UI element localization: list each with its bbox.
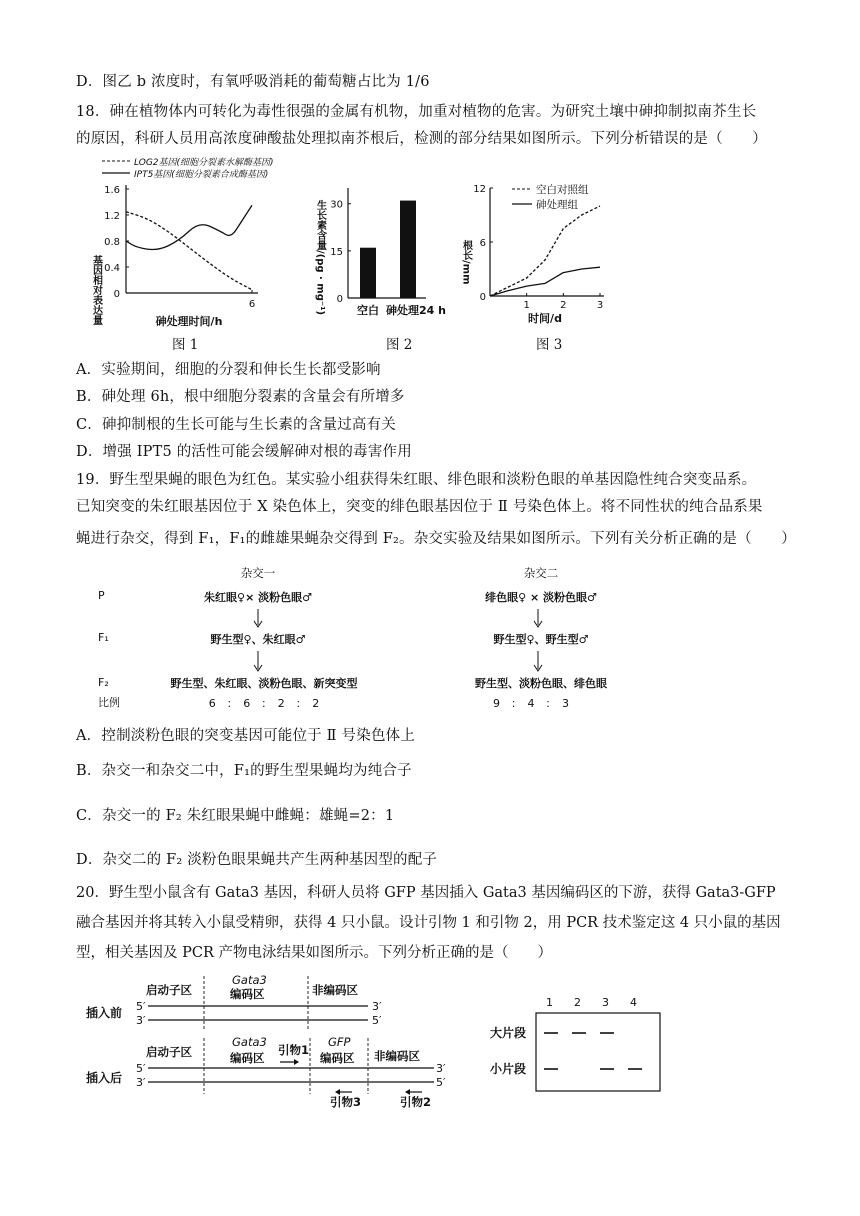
- after-5prime-top: 5′: [136, 1062, 146, 1075]
- gene-diagram-svg: [84, 972, 464, 1112]
- fig2-ytick-label: 15: [330, 246, 343, 258]
- after-gata3: Gata3: [232, 1035, 267, 1049]
- fig3-xtick-label: 3: [596, 300, 604, 311]
- fig2-ytick-label: 0: [336, 294, 343, 305]
- cross2-ratio: 9 ： 4 ： 3: [493, 697, 569, 710]
- row-label-ratio: 比例: [98, 696, 120, 709]
- before-coding: 编码区: [230, 987, 265, 1001]
- row-label-f1: F₁: [98, 631, 109, 644]
- q20-stem: 20．野生型小鼠含有 Gata3 基因，科研人员将 GFP 基因插入 Gata3 基因编码区的下游，获得 Gata3-GFP 融合基因并将其转入小鼠受精卵，获得 4 只小鼠。设计引物 1 和引物 2，用 PCR 技术鉴定这 4 只小鼠的基因型，相关基因及 PCR 产物电泳结果如图所示。下列分析正确的是（ ）: [76, 885, 781, 961]
- q18-option-b: B．砷处理 6h，根中细胞分裂素的含量会有所增多: [76, 389, 405, 405]
- gene-diagram: [84, 972, 464, 1112]
- before-promoter: 启动子区: [146, 983, 192, 997]
- cross-diagram: [96, 565, 656, 715]
- fig2-category-label: 空白: [357, 304, 379, 317]
- fig3-legend-arsenic: 砷处理组: [536, 199, 578, 211]
- q19-option-b: B．杂交一和杂交二中，F₁的野生型果蝇均为纯合子: [76, 763, 412, 779]
- gel-bands: [544, 1033, 642, 1069]
- gel-lane-4: 4: [630, 996, 637, 1009]
- q18-option-d: D．增强 IPT5 的活性可能会缓解砷对根的毒害作用: [76, 444, 412, 460]
- cross2-p: 绯色眼♀ × 淡粉色眼♂: [485, 591, 597, 604]
- fig3-legend-control: 空白对照组: [536, 184, 589, 196]
- cross1-f2: 野生型、朱红眼、淡粉色眼、新突变型: [170, 677, 358, 690]
- cross-diagram-svg: [96, 565, 656, 715]
- primer1-label: 引物1: [278, 1043, 310, 1057]
- primer3-label: 引物3: [330, 1095, 362, 1109]
- gel-lane-3: 3: [602, 996, 609, 1009]
- fig2-category-label: 砷处理24 h: [386, 304, 446, 317]
- fig1-legend-log2: LOG2基因(细胞分裂素水解酶基因): [134, 158, 274, 168]
- gel-figure: [488, 995, 668, 1095]
- cross2-title: 杂交二: [523, 566, 559, 580]
- fig3-ylabel: 根长/mm: [460, 240, 472, 285]
- fig2-caption: 图 2: [386, 337, 413, 353]
- figure-1: [84, 155, 274, 330]
- cross1-title: 杂交一: [240, 566, 276, 580]
- label-before: 插入前: [86, 1006, 123, 1020]
- before-3prime-bottom: 3′: [136, 1014, 146, 1027]
- fig1-ytick-label: 0.8: [104, 237, 120, 248]
- q17-option-d: D．图乙 b 浓度时，有氧呼吸消耗的葡萄糖占比为 1/6: [76, 74, 430, 90]
- after-3prime-top: 3′: [436, 1062, 446, 1075]
- cross1-ratio: 6 ： 6 ： 2 ： 2: [208, 697, 320, 710]
- q18-stem-line1: 18．砷在植物体内可转化为毒性很强的金属有机物，加重对植物的危害。为研究土壤中砷抑制拟南芥生长: [76, 104, 757, 120]
- after-3prime-bottom: 3′: [136, 1076, 146, 1089]
- fig1-xtick-label: 6: [248, 299, 256, 310]
- cross2-f2: 野生型、淡粉色眼、绯色眼: [475, 677, 607, 690]
- row-label-p: P: [98, 589, 105, 602]
- q19-stem-line2: 已知突变的朱红眼基因位于 X 染色体上，突变的绯色眼基因位于 Ⅱ 号染色体上。将不同性状的纯合品系果: [76, 499, 763, 515]
- gel-lane-2: 2: [574, 996, 581, 1009]
- figure-2-chart: [314, 180, 464, 330]
- q19-option-a: A．控制淡粉色眼的突变基因可能位于 Ⅱ 号染色体上: [76, 728, 416, 744]
- fig1-series-ipt5: [126, 212, 252, 290]
- after-gfp: GFP: [328, 1035, 351, 1049]
- q19-option-d: D．杂交二的 F₂ 淡粉色眼果蝇共产生两种基因型的配子: [76, 852, 438, 868]
- gel-frame: [536, 1013, 660, 1091]
- fig3-ytick-label: 0: [479, 292, 486, 303]
- figure-2: [314, 180, 464, 330]
- gel-large-label: 大片段: [490, 1026, 527, 1040]
- cross1-p: 朱红眼♀× 淡粉色眼♂: [204, 591, 312, 604]
- gel-small-label: 小片段: [490, 1062, 527, 1076]
- after-gfp-coding: 编码区: [320, 1051, 355, 1065]
- fig1-legend-ipt5: IPT5基因(细胞分裂素合成酶基因): [134, 170, 269, 180]
- fig3-xtick-label: 1: [523, 300, 530, 311]
- fig2-ylabel: 生长素含量/(pg · mg⁻¹): [314, 200, 326, 316]
- label-after: 插入后: [86, 1071, 123, 1085]
- cross2-f1: 野生型♀、野生型♂: [493, 633, 589, 646]
- figure-3-chart: [460, 180, 620, 330]
- q19-stem-line3: 蝇进行杂交，得到 F₁，F₁的雌雄果蝇杂交得到 F₂。杂交实验及结果如图所示。下列有关分析正确的是（ ）: [76, 531, 796, 547]
- fig1-xlabel: 砷处理时间/h: [155, 315, 223, 328]
- fig3-xlabel: 时间/d: [528, 312, 562, 325]
- before-5prime-bottom: 5′: [372, 1014, 382, 1027]
- before-noncoding: 非编码区: [312, 983, 358, 997]
- cross1-f1: 野生型♀、朱红眼♂: [210, 633, 306, 646]
- primer2-label: 引物2: [400, 1095, 432, 1109]
- row-label-f2: F₂: [98, 676, 109, 689]
- q18-option-a: A．实验期间，细胞的分裂和伸长生长都受影响: [76, 362, 381, 378]
- fig1-series-log2: [126, 205, 252, 249]
- fig2-ytick-label: 30: [330, 199, 343, 211]
- fig1-ylabel: 基因相对表达量: [90, 255, 102, 325]
- fig3-caption: 图 3: [536, 337, 563, 353]
- after-promoter: 启动子区: [146, 1045, 192, 1059]
- after-coding: 编码区: [230, 1051, 265, 1065]
- fig1-ytick-label: 0: [113, 289, 120, 300]
- q18-option-c: C．砷抑制根的生长可能与生长素的含量过高有关: [76, 417, 396, 433]
- figure-3: [460, 180, 620, 330]
- before-3prime-top: 3′: [372, 1000, 382, 1013]
- q18-stem-line2: 的原因，科研人员用高浓度砷酸盐处理拟南芥根后，检测的部分结果如图所示。下列分析错误的是（ ）: [76, 131, 767, 147]
- gel-svg: [488, 995, 668, 1095]
- fig2-plot-area: [330, 188, 446, 317]
- before-5prime-top: 5′: [136, 1000, 146, 1013]
- after-noncoding: 非编码区: [374, 1049, 420, 1063]
- fig2-bar-2: [400, 201, 416, 298]
- q19-option-c: C．杂交一的 F₂ 朱红眼果蝇中雌蝇：雄蝇=2：1: [76, 808, 395, 824]
- before-gata3: Gata3: [232, 973, 267, 987]
- q19-stem-line1: 19．野生型果蝇的眼色为红色。某实验小组获得朱红眼、绯色眼和淡粉色眼的单基因隐性纯合突变品系。: [76, 472, 757, 488]
- fig1-caption: 图 1: [172, 337, 199, 353]
- fig3-ytick-label: 6: [479, 238, 486, 249]
- fig1-ytick-label: 0.4: [104, 263, 120, 274]
- fig3-ytick-label: 12: [473, 184, 486, 195]
- gel-lane-1: 1: [546, 996, 553, 1009]
- figure-1-chart: [84, 155, 274, 330]
- fig1-ytick-label: 1.6: [104, 185, 120, 196]
- primer1-arrowhead: [294, 1059, 299, 1065]
- after-5prime-bottom: 5′: [436, 1076, 446, 1089]
- fig3-series-control: [490, 206, 600, 296]
- fig3-series-arsenic: [490, 267, 600, 296]
- fig2-bar-1: [360, 248, 376, 298]
- fig3-xtick-label: 2: [560, 300, 567, 311]
- fig1-ytick-label: 1.2: [104, 211, 120, 222]
- fig1-plot-area: [104, 185, 258, 328]
